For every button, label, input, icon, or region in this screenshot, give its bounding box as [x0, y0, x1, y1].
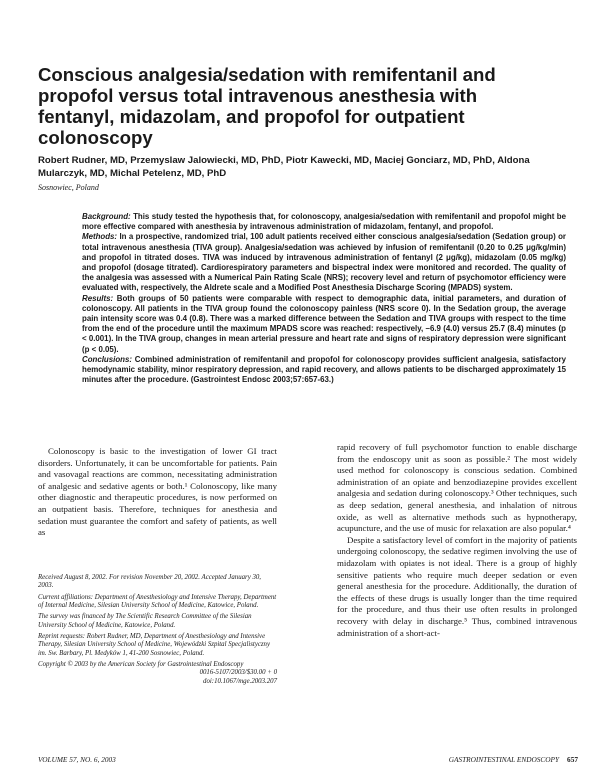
- footnote-copyright: Copyright © 2003 by the American Society for Gastrointestinal Endoscopy: [38, 661, 244, 669]
- affiliation-location: Sosnowiec, Poland: [38, 183, 99, 192]
- footer-journal: GASTROINTESTINAL ENDOSCOPY: [448, 755, 560, 764]
- footer-volume: VOLUME 57, NO. 6, 2003: [38, 755, 116, 764]
- body-paragraph: Colonoscopy is basic to the investigation of lower GI tract disorders. Unfortunately, it can be uncomfortable for patients. Pain and vasovagal reactions are common, necessitating administration of analgesic and sedative agents or both.¹ Colonoscopy, like many other diagnostic and therapeutic procedures, is now performed on an outpatient basis. Therefore, techniques for anesthesia and sedation must guarantee the comfort and safety of patients, as well as: [38, 446, 277, 538]
- body-paragraph: Despite a satisfactory level of comfort in the majority of patients undergoing colonoscopy, the sedative regimen involving the use of midazolam with opiates is not ideal. There is a group of highly sensitive patients who require much deeper sedation or even general anesthesia for the procedure. Additionally, the duration of the effects of these drugs is usually longer than the time required for the procedure, and thus their use often results in prolonged recovery with delay in discharge.⁵ Thus, combined intravenous administration of a short-act-: [337, 534, 577, 638]
- abstract-background: [82, 212, 566, 232]
- footnotes: [38, 574, 277, 686]
- footnote-funding: The survey was financed by The Scientific Research Committee of the Silesian University School of Medicine, Katowice, Poland.: [38, 613, 252, 629]
- methods-text: In a prospective, randomized trial, 100 adult patients received either conscious analgesia/sedation (Sedation group) or total intravenous anesthesia (TIVA group). Analgesia/sedation was achieved by infusion of remifentanil (0.20 to 0.25 μg/kg/min) and propofol in titrated doses. TIVA was induced by intravenous administration of fentanyl (2 μg/kg), midazolam (0.05 mg/kg) and propofol (dosage titrated). Cardiorespiratory parameters and bispectral index were monitored and recorded. The quality of the analgesia was assessed with a Numerical Pain Rating Scale (NRS); recovery level and return of psychomotor efficiency were evaluated with, respectively, the Aldrete scale and a Modified Post Anesthesia Discharge Scoring (MPADS) system.: [82, 232, 566, 293]
- article-title: Conscious analgesia/sedation with remifentanil and propofol versus total intravenous anesthesia with fentanyl, midazolam, and propofol for outpatient colonoscopy: [38, 64, 496, 148]
- page-footer: [38, 755, 578, 767]
- abstract-conclusions: [82, 355, 566, 386]
- abstract: [82, 212, 566, 385]
- footnote-issn: 0016-5107/2003/$30.00 + 0: [199, 669, 277, 677]
- footnote-reprints: Reprint requests: Robert Rudner, MD, Department of Anesthesiology and Intensive Therapy, Silesian University School of Medicine, Wojewódzki Szpital Specjalistyczny im. Sw. Barbary, Pl. Medyków 1, 41-200 Sosnowiec, Poland.: [38, 633, 271, 657]
- methods-label: Methods:: [82, 232, 118, 242]
- results-label: Results:: [82, 293, 114, 303]
- footnote-received: Received August 8, 2002. For revision November 20, 2002. Accepted January 30, 2003.: [38, 574, 262, 590]
- footnote-affiliations: Current affiliations: Department of Anesthesiology and Intensive Therapy, Department of Internal Medicine, Silesian University School of Medicine, Katowice, Poland.: [38, 593, 277, 610]
- conclusions-text: Combined administration of remifentanil and propofol for colonoscopy provides sufficient analgesia, satisfactory hemodynamic stability, minor respiratory depression, and rapid recovery, and allows patients to be discharged approximately 15 minutes after the procedure. (Gastrointest Endosc 2003;57:657-63.): [82, 354, 566, 385]
- background-label: Background:: [82, 212, 131, 221]
- abstract-results: [82, 294, 566, 355]
- author-list: Robert Rudner, MD, Przemyslaw Jalowiecki, MD, PhD, Piotr Kawecki, MD, Maciej Gonciarz, MD, PhD, Aldona Mularczyk, MD, Michal Petelenz, MD, PhD: [38, 155, 530, 179]
- background-text: This study tested the hypothesis that, for colonoscopy, analgesia/sedation with remifentanil and propofol might be more effective compared with anesthesia by intravenous administration of midazolam, fentanyl, and propofol.: [82, 212, 566, 232]
- body-column-left: [38, 446, 277, 539]
- conclusions-label: Conclusions:: [82, 354, 132, 364]
- footnote-doi: doi:10.1067/mge.2003.207: [203, 677, 277, 685]
- body-paragraph: rapid recovery of full psychomotor function to enable discharge from the endoscopy unit as soon as possible.² The most widely used method for colonoscopy is conscious sedation. Combined administration of an opiate and benzodiazepine provides excellent analgesia and sedation during colonoscopy.³ Other techniques, such as deep sedation, general anesthesia, and inhalation of nitrous oxide, as well as alternative methods such as hypnotherapy, acupuncture, and the use of music for relaxation are also popular.⁴: [337, 442, 577, 534]
- body-column-right: [337, 442, 577, 639]
- results-text: Both groups of 50 patients were comparable with respect to demographic data, initial parameters, and duration of colonoscopy. All patients in the TIVA group found the colonoscopy painless (NRS score 0). In the Sedation group, the average pain intensity score was 0.4 (0.8). There was a marked difference between the Sedation and TIVA groups with respect to the time from the end of the procedure until the maximum MPADS score was reached: respectively, –6.9 (4.0) versus 25.7 (8.4) minutes (p < 0.001). In the TIVA group, changes in mean arterial pressure and heart rate and signs of respiratory depression were significant (p < 0.05).: [82, 293, 566, 354]
- footer-page-number: 657: [567, 755, 578, 764]
- footer-journal-page: [449, 755, 578, 764]
- abstract-methods: [82, 232, 566, 293]
